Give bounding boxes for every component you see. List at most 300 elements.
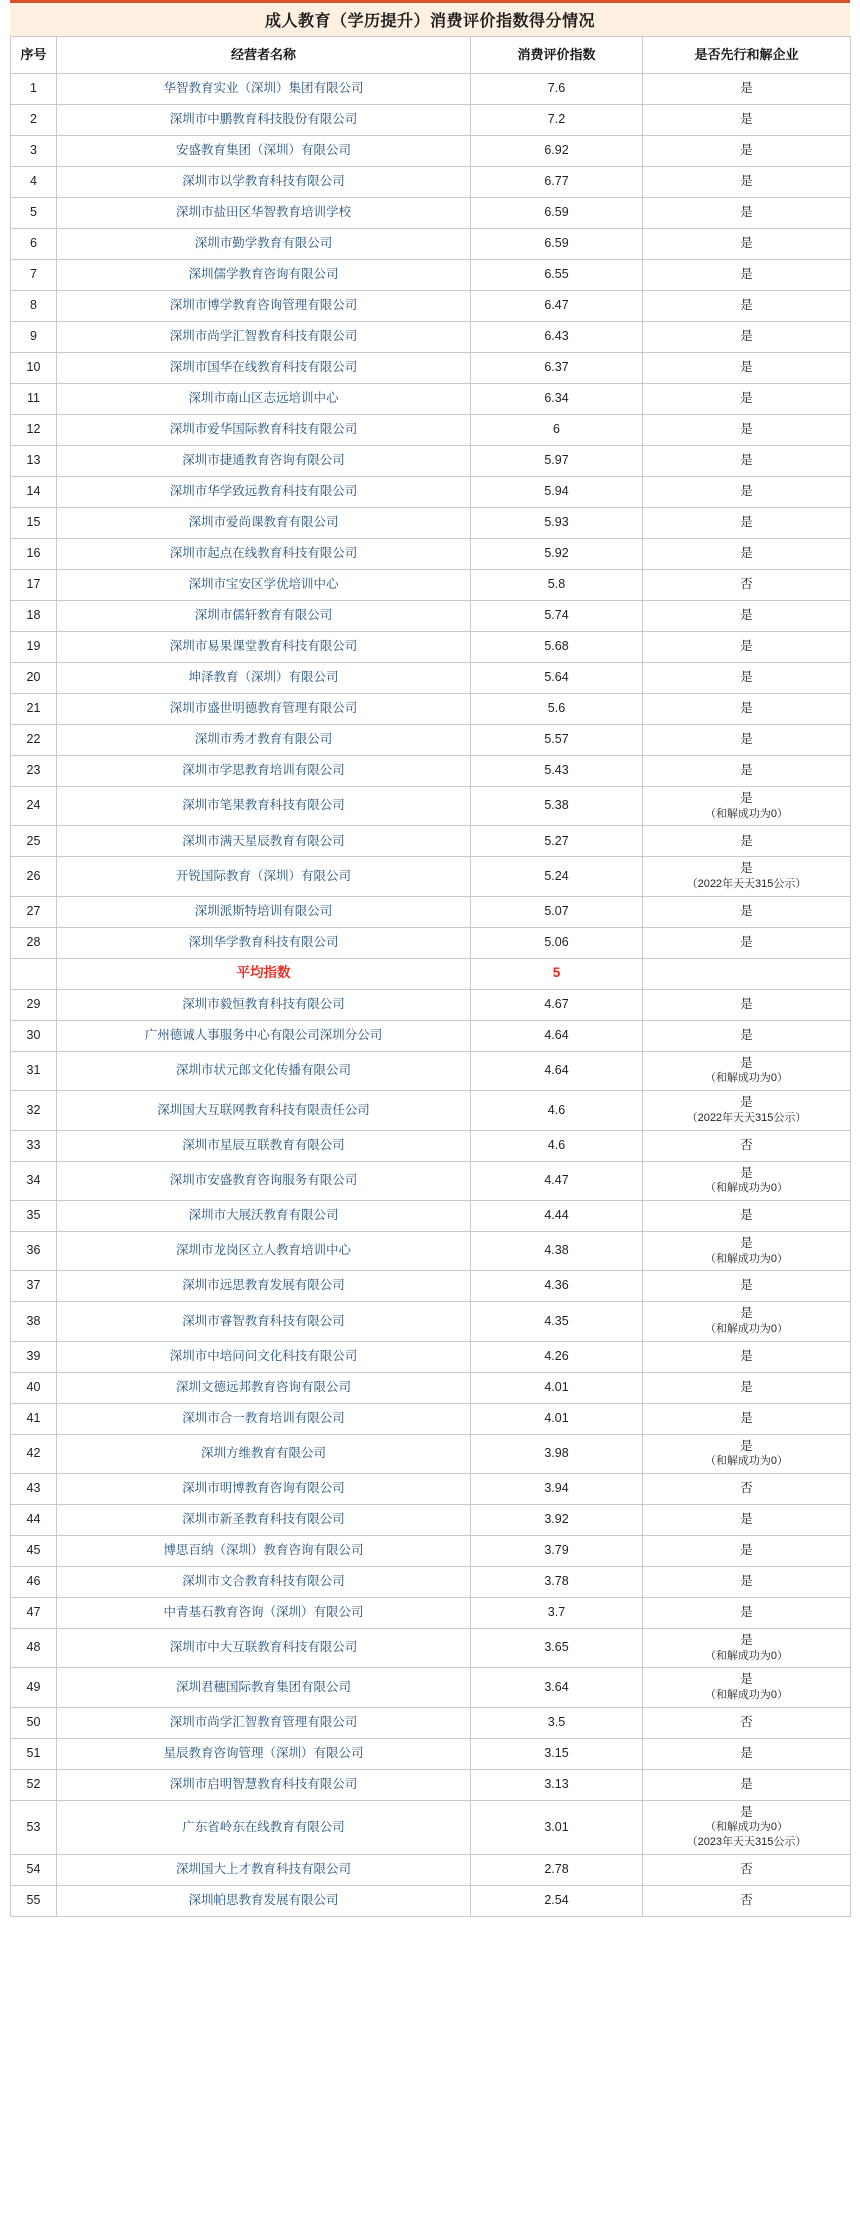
row-settlement-flag <box>643 1629 851 1668</box>
settlement-flag-value: 是 <box>740 1410 753 1425</box>
row-index: 12 <box>11 415 57 446</box>
table-row <box>11 826 851 857</box>
row-score: 7.6 <box>471 74 643 105</box>
row-settlement-flag <box>643 989 851 1020</box>
row-index: 55 <box>11 1885 57 1916</box>
table-row <box>11 1668 851 1707</box>
table-row <box>11 415 851 446</box>
row-settlement-flag <box>643 1051 851 1090</box>
settlement-flag-value: 是 <box>740 205 753 220</box>
row-settlement-flag <box>643 1302 851 1341</box>
row-settlement-flag <box>643 198 851 229</box>
average-row-flag <box>643 958 851 989</box>
row-index: 15 <box>11 508 57 539</box>
row-score: 3.01 <box>471 1800 643 1854</box>
row-index: 1 <box>11 74 57 105</box>
row-score: 2.54 <box>471 1885 643 1916</box>
settlement-flag-value: 是 <box>740 1605 753 1620</box>
table-row <box>11 477 851 508</box>
row-score: 5.94 <box>471 477 643 508</box>
row-index: 50 <box>11 1707 57 1738</box>
row-operator-name: 深圳市龙岗区立人教育培训中心 <box>57 1231 471 1270</box>
row-settlement-flag <box>643 446 851 477</box>
row-operator-name: 深圳市笔果教育科技有限公司 <box>57 787 471 826</box>
row-settlement-flag <box>643 1372 851 1403</box>
settlement-flag-value: 是 <box>740 1208 753 1223</box>
row-settlement-flag <box>643 1271 851 1302</box>
row-index: 23 <box>11 756 57 787</box>
page-title-bar <box>10 0 850 36</box>
row-index: 45 <box>11 1536 57 1567</box>
row-settlement-flag <box>643 1598 851 1629</box>
row-index: 28 <box>11 927 57 958</box>
row-settlement-flag <box>643 1885 851 1916</box>
settlement-flag-value: 是 <box>740 903 753 918</box>
row-score: 3.79 <box>471 1536 643 1567</box>
row-operator-name: 深圳市远思教育发展有限公司 <box>57 1271 471 1302</box>
row-score: 3.98 <box>471 1434 643 1473</box>
row-index: 21 <box>11 694 57 725</box>
row-settlement-flag <box>643 1738 851 1769</box>
settlement-flag-note: （和解成功为0） <box>704 1322 789 1335</box>
row-operator-name: 深圳市盐田区华智教育培训学校 <box>57 198 471 229</box>
row-settlement-flag <box>643 1707 851 1738</box>
table-row <box>11 857 851 896</box>
consumer-evaluation-table <box>10 36 851 1917</box>
row-operator-name: 深圳市盛世明德教育管理有限公司 <box>57 694 471 725</box>
row-operator-name: 深圳华学教育科技有限公司 <box>57 927 471 958</box>
row-score: 5.24 <box>471 857 643 896</box>
table-row <box>11 632 851 663</box>
row-score: 6.37 <box>471 353 643 384</box>
row-settlement-flag <box>643 1161 851 1200</box>
row-settlement-flag <box>643 260 851 291</box>
row-settlement-flag <box>643 477 851 508</box>
row-settlement-flag <box>643 1091 851 1130</box>
settlement-flag-note: （2022年天天315公示） <box>686 878 807 890</box>
table-row <box>11 322 851 353</box>
settlement-flag-value: 是 <box>740 1574 753 1589</box>
row-settlement-flag <box>643 508 851 539</box>
table-row <box>11 601 851 632</box>
settlement-flag-value: 是 <box>740 791 753 805</box>
settlement-flag-value: 否 <box>740 1714 753 1729</box>
settlement-flag-value: 是 <box>740 1235 753 1250</box>
settlement-flag-value: 是 <box>740 515 753 530</box>
row-operator-name: 深圳市睿智教育科技有限公司 <box>57 1302 471 1341</box>
row-index: 51 <box>11 1738 57 1769</box>
row-operator-name: 博思百纳（深圳）教育咨询有限公司 <box>57 1536 471 1567</box>
row-index: 25 <box>11 826 57 857</box>
row-score: 3.5 <box>471 1707 643 1738</box>
row-operator-name: 深圳市秀才教育有限公司 <box>57 725 471 756</box>
row-index: 14 <box>11 477 57 508</box>
row-settlement-flag <box>643 322 851 353</box>
row-score: 4.6 <box>471 1130 643 1161</box>
settlement-flag-value: 是 <box>740 1633 753 1647</box>
row-operator-name: 深圳市学思教育培训有限公司 <box>57 756 471 787</box>
row-index: 24 <box>11 787 57 826</box>
table-row <box>11 1302 851 1341</box>
table-row <box>11 1854 851 1885</box>
row-score: 4.35 <box>471 1302 643 1341</box>
column-header-name: 经营者名称 <box>57 37 471 74</box>
row-index: 39 <box>11 1341 57 1372</box>
column-header-flag: 是否先行和解企业 <box>643 37 851 74</box>
row-settlement-flag <box>643 1854 851 1885</box>
row-operator-name: 深圳市新圣教育科技有限公司 <box>57 1505 471 1536</box>
row-index: 2 <box>11 105 57 136</box>
row-operator-name: 深圳市毅恒教育科技有限公司 <box>57 989 471 1020</box>
row-index: 16 <box>11 539 57 570</box>
table-row <box>11 1161 851 1200</box>
settlement-flag-note: （和解成功为0） <box>704 1689 789 1701</box>
table-row <box>11 570 851 601</box>
row-index: 10 <box>11 353 57 384</box>
settlement-flag-value: 是 <box>740 1804 753 1819</box>
table-row <box>11 989 851 1020</box>
row-score: 5.43 <box>471 756 643 787</box>
row-index: 22 <box>11 725 57 756</box>
settlement-flag-value: 是 <box>740 81 753 96</box>
settlement-flag-value: 是 <box>740 112 753 127</box>
row-settlement-flag <box>643 1200 851 1231</box>
row-operator-name: 深圳文德远邦教育咨询有限公司 <box>57 1372 471 1403</box>
row-index: 54 <box>11 1854 57 1885</box>
settlement-flag-value: 是 <box>740 1306 753 1321</box>
table-row <box>11 1091 851 1130</box>
row-operator-name: 深圳市中培问问文化科技有限公司 <box>57 1341 471 1372</box>
row-score: 5.38 <box>471 787 643 826</box>
row-score: 5.8 <box>471 570 643 601</box>
row-index: 34 <box>11 1161 57 1200</box>
row-operator-name: 安盛教育集团（深圳）有限公司 <box>57 136 471 167</box>
settlement-flag-value: 是 <box>740 422 753 437</box>
row-operator-name: 深圳市文合教育科技有限公司 <box>57 1567 471 1598</box>
column-header-score: 消费评价指数 <box>471 37 643 74</box>
row-index: 6 <box>11 229 57 260</box>
settlement-flag-value: 是 <box>740 1095 753 1110</box>
row-operator-name: 深圳市状元郎文化传播有限公司 <box>57 1051 471 1090</box>
settlement-flag-value: 是 <box>740 1543 753 1558</box>
settlement-flag-value: 是 <box>740 298 753 313</box>
row-settlement-flag <box>643 74 851 105</box>
table-row <box>11 508 851 539</box>
table-row <box>11 663 851 694</box>
row-index: 30 <box>11 1020 57 1051</box>
row-settlement-flag <box>643 1536 851 1567</box>
row-index: 35 <box>11 1200 57 1231</box>
row-score: 6.47 <box>471 291 643 322</box>
settlement-flag-value: 是 <box>740 1379 753 1394</box>
table-row <box>11 1800 851 1854</box>
row-score: 4.26 <box>471 1341 643 1372</box>
row-operator-name: 深圳帕思教育发展有限公司 <box>57 1885 471 1916</box>
table-row <box>11 1434 851 1473</box>
settlement-flag-value: 否 <box>740 577 753 592</box>
row-score: 4.47 <box>471 1161 643 1200</box>
settlement-flag-value: 是 <box>740 360 753 375</box>
row-operator-name: 深圳市勤学教育有限公司 <box>57 229 471 260</box>
table-row <box>11 1474 851 1505</box>
row-operator-name: 深圳国大互联网教育科技有限责任公司 <box>57 1091 471 1130</box>
table-row <box>11 1567 851 1598</box>
row-score: 4.38 <box>471 1231 643 1270</box>
row-operator-name: 深圳市安盛教育咨询服务有限公司 <box>57 1161 471 1200</box>
row-settlement-flag <box>643 694 851 725</box>
row-operator-name: 深圳市儒轩教育有限公司 <box>57 601 471 632</box>
row-index: 49 <box>11 1668 57 1707</box>
row-index: 26 <box>11 857 57 896</box>
row-operator-name: 深圳市大展沃教育有限公司 <box>57 1200 471 1231</box>
settlement-flag-value: 是 <box>740 1776 753 1791</box>
row-index: 29 <box>11 989 57 1020</box>
row-score: 3.94 <box>471 1474 643 1505</box>
settlement-flag-value: 是 <box>740 236 753 251</box>
row-settlement-flag <box>643 632 851 663</box>
settlement-flag-note: （和解成功为0） <box>704 1649 789 1662</box>
settlement-flag-value: 是 <box>740 329 753 344</box>
table-row <box>11 1341 851 1372</box>
row-operator-name: 深圳市捷通教育咨询有限公司 <box>57 446 471 477</box>
row-index: 4 <box>11 167 57 198</box>
row-settlement-flag <box>643 1231 851 1270</box>
row-operator-name: 坤泽教育（深圳）有限公司 <box>57 663 471 694</box>
row-operator-name: 深圳市满天星辰教育有限公司 <box>57 826 471 857</box>
row-settlement-flag <box>643 787 851 826</box>
settlement-flag-value: 是 <box>740 174 753 189</box>
settlement-flag-value: 是 <box>740 934 753 949</box>
page-title: 成人教育（学历提升）消费评价指数得分情况 <box>264 13 595 30</box>
settlement-flag-value: 是 <box>740 1512 753 1527</box>
table-row <box>11 1271 851 1302</box>
row-score: 6.59 <box>471 229 643 260</box>
settlement-flag-value: 是 <box>740 732 753 747</box>
table-row <box>11 74 851 105</box>
row-operator-name: 深圳市合一教育培训有限公司 <box>57 1403 471 1434</box>
settlement-flag-value: 是 <box>740 670 753 685</box>
row-index: 53 <box>11 1800 57 1854</box>
table-row <box>11 756 851 787</box>
table-row <box>11 1372 851 1403</box>
row-index: 48 <box>11 1629 57 1668</box>
settlement-flag-value: 是 <box>740 143 753 158</box>
settlement-flag-value: 否 <box>740 1862 753 1877</box>
row-operator-name: 深圳市国华在线教育科技有限公司 <box>57 353 471 384</box>
row-index: 38 <box>11 1302 57 1341</box>
row-settlement-flag <box>643 353 851 384</box>
table-row <box>11 927 851 958</box>
row-index: 7 <box>11 260 57 291</box>
settlement-flag-value: 是 <box>740 608 753 623</box>
row-score: 5.57 <box>471 725 643 756</box>
row-index: 19 <box>11 632 57 663</box>
row-score: 3.15 <box>471 1738 643 1769</box>
row-index: 8 <box>11 291 57 322</box>
row-score: 4.36 <box>471 1271 643 1302</box>
row-score: 3.64 <box>471 1668 643 1707</box>
table-row <box>11 1505 851 1536</box>
row-settlement-flag <box>643 1505 851 1536</box>
row-settlement-flag <box>643 539 851 570</box>
row-score: 6.43 <box>471 322 643 353</box>
row-operator-name: 深圳市起点在线教育科技有限公司 <box>57 539 471 570</box>
table-row <box>11 1051 851 1090</box>
row-index: 18 <box>11 601 57 632</box>
row-index: 40 <box>11 1372 57 1403</box>
settlement-flag-note: （和解成功为0） <box>704 1182 789 1195</box>
settlement-flag-value: 是 <box>740 1055 753 1070</box>
row-index: 44 <box>11 1505 57 1536</box>
row-score: 5.74 <box>471 601 643 632</box>
row-operator-name: 深圳市易果课堂教育科技有限公司 <box>57 632 471 663</box>
settlement-flag-value: 是 <box>740 701 753 716</box>
row-index: 36 <box>11 1231 57 1270</box>
row-score: 3.13 <box>471 1769 643 1800</box>
row-operator-name: 深圳市博学教育咨询管理有限公司 <box>57 291 471 322</box>
settlement-flag-value: 是 <box>740 1745 753 1760</box>
row-settlement-flag <box>643 1403 851 1434</box>
average-row-label: 平均指数 <box>57 958 471 989</box>
row-operator-name: 深圳市南山区志远培训中心 <box>57 384 471 415</box>
average-row <box>11 958 851 989</box>
table-row <box>11 896 851 927</box>
row-index: 5 <box>11 198 57 229</box>
row-score: 4.64 <box>471 1020 643 1051</box>
row-settlement-flag <box>643 167 851 198</box>
table-row <box>11 1598 851 1629</box>
row-score: 7.2 <box>471 105 643 136</box>
row-operator-name: 开锐国际教育（深圳）有限公司 <box>57 857 471 896</box>
table-header <box>11 37 851 74</box>
table-row <box>11 198 851 229</box>
row-settlement-flag <box>643 105 851 136</box>
row-settlement-flag <box>643 1800 851 1854</box>
row-index: 43 <box>11 1474 57 1505</box>
average-row-score: 5 <box>471 958 643 989</box>
row-operator-name: 深圳市爱尚课教育有限公司 <box>57 508 471 539</box>
row-settlement-flag <box>643 291 851 322</box>
row-index: 37 <box>11 1271 57 1302</box>
row-operator-name: 深圳方维教育有限公司 <box>57 1434 471 1473</box>
row-settlement-flag <box>643 1668 851 1707</box>
row-operator-name: 深圳市以学教育科技有限公司 <box>57 167 471 198</box>
row-settlement-flag <box>643 756 851 787</box>
settlement-flag-value: 是 <box>740 267 753 282</box>
table-row <box>11 1130 851 1161</box>
settlement-flag-value: 是 <box>740 996 753 1011</box>
row-settlement-flag <box>643 1434 851 1473</box>
settlement-flag-value: 是 <box>740 484 753 499</box>
settlement-flag-note: （和解成功为0） <box>704 1455 789 1468</box>
settlement-flag-value: 否 <box>740 1137 753 1152</box>
row-index: 27 <box>11 896 57 927</box>
table-row <box>11 229 851 260</box>
row-score: 5.06 <box>471 927 643 958</box>
table-row <box>11 1231 851 1270</box>
row-settlement-flag <box>643 1474 851 1505</box>
settlement-flag-note: （和解成功为0） <box>704 1252 789 1265</box>
row-operator-name: 深圳市星辰互联教育有限公司 <box>57 1130 471 1161</box>
row-score: 5.92 <box>471 539 643 570</box>
settlement-flag-value: 是 <box>740 453 753 468</box>
table-row <box>11 105 851 136</box>
row-score: 5.97 <box>471 446 643 477</box>
row-operator-name: 深圳派斯特培训有限公司 <box>57 896 471 927</box>
table-row <box>11 1629 851 1668</box>
row-index: 9 <box>11 322 57 353</box>
row-settlement-flag <box>643 229 851 260</box>
row-score: 4.6 <box>471 1091 643 1130</box>
row-operator-name: 深圳市尚学汇智教育科技有限公司 <box>57 322 471 353</box>
table-row <box>11 260 851 291</box>
table-row <box>11 1707 851 1738</box>
row-index: 46 <box>11 1567 57 1598</box>
row-operator-name: 深圳市尚学汇智教育管理有限公司 <box>57 1707 471 1738</box>
settlement-flag-value: 是 <box>740 1438 753 1453</box>
row-settlement-flag <box>643 1020 851 1051</box>
row-settlement-flag <box>643 927 851 958</box>
settlement-flag-note: （和解成功为0） <box>704 1072 789 1085</box>
table-row <box>11 167 851 198</box>
row-operator-name: 深圳君穗国际教育集团有限公司 <box>57 1668 471 1707</box>
row-score: 6.34 <box>471 384 643 415</box>
settlement-flag-note: （2022年天天315公示） <box>686 1111 807 1124</box>
row-score: 6 <box>471 415 643 446</box>
row-operator-name: 深圳市中鹏教育科技股份有限公司 <box>57 105 471 136</box>
row-index: 3 <box>11 136 57 167</box>
row-index: 52 <box>11 1769 57 1800</box>
row-score: 6.59 <box>471 198 643 229</box>
settlement-flag-note: （2023年天天315公示） <box>686 1836 807 1849</box>
table-row <box>11 446 851 477</box>
table-row <box>11 1885 851 1916</box>
row-score: 4.01 <box>471 1403 643 1434</box>
row-operator-name: 深圳市中大互联教育科技有限公司 <box>57 1629 471 1668</box>
row-score: 3.65 <box>471 1629 643 1668</box>
row-settlement-flag <box>643 663 851 694</box>
row-score: 5.6 <box>471 694 643 725</box>
settlement-flag-value: 是 <box>740 1278 753 1293</box>
table-body <box>11 74 851 1917</box>
row-score: 4.44 <box>471 1200 643 1231</box>
average-row-index <box>11 958 57 989</box>
settlement-flag-value: 是 <box>740 1672 753 1687</box>
settlement-flag-value: 是 <box>740 833 753 848</box>
row-settlement-flag <box>643 570 851 601</box>
row-index: 13 <box>11 446 57 477</box>
settlement-flag-value: 否 <box>740 1893 753 1908</box>
settlement-flag-value: 否 <box>740 1481 753 1496</box>
settlement-flag-note: （和解成功为0） <box>704 807 789 820</box>
row-operator-name: 深圳儒学教育咨询有限公司 <box>57 260 471 291</box>
column-header-index: 序号 <box>11 37 57 74</box>
row-operator-name: 深圳市宝安区学优培训中心 <box>57 570 471 601</box>
row-settlement-flag <box>643 1567 851 1598</box>
row-score: 3.92 <box>471 1505 643 1536</box>
row-operator-name: 中青基石教育咨询（深圳）有限公司 <box>57 1598 471 1629</box>
table-row <box>11 787 851 826</box>
settlement-flag-note: （和解成功为0） <box>704 1821 789 1834</box>
row-index: 33 <box>11 1130 57 1161</box>
row-index: 20 <box>11 663 57 694</box>
table-row <box>11 1536 851 1567</box>
row-score: 6.55 <box>471 260 643 291</box>
settlement-flag-value: 是 <box>740 1165 753 1180</box>
table-row <box>11 1738 851 1769</box>
table-row <box>11 1020 851 1051</box>
row-index: 31 <box>11 1051 57 1090</box>
